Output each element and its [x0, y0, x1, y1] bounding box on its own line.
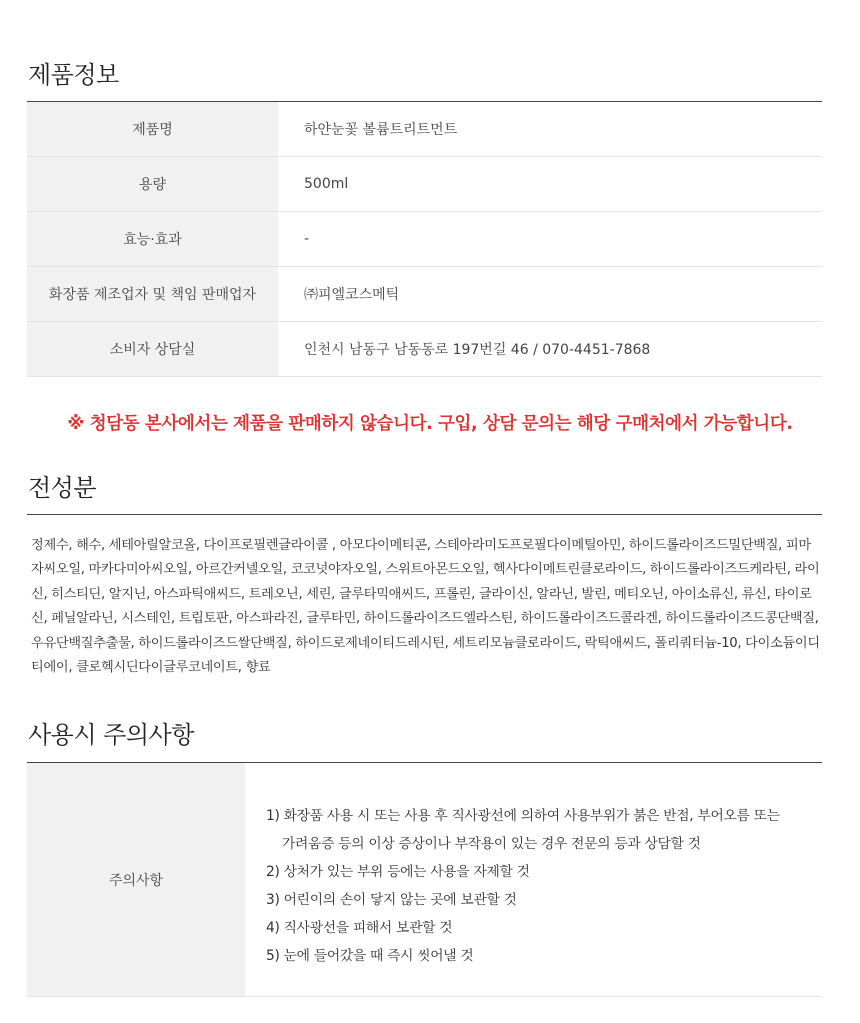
- caution-title: 사용시 주의사항: [28, 721, 194, 749]
- item-number: 2): [266, 864, 280, 880]
- caution-label: 주의사항: [27, 763, 245, 996]
- row-label: 용량: [27, 157, 278, 212]
- table-row: [27, 102, 822, 157]
- caution-table: [27, 763, 822, 997]
- item-text: 직사광선을 피해서 보관할 것: [283, 920, 453, 936]
- list-item: [266, 858, 826, 886]
- ingredients-text: 정제수, 해수, 세테아릴알코올, 다이프로필렌글라이콜 , 아모다이메티콘, 스테아라미도프로필다이메틸아민, 하이드롤라이즈드밀단백질, 피마자씨오일, 마카다미아씨오일, 아르간커넬오일, 코코넛야자오일, 스위트아몬드오일, 헥사다이메트린클로라이드, 하이드롤라이즈드케라틴, 라이신, 히스티딘, 알지닌, 아스파틱애씨드, 트레오닌, 세린, 글루타믹애씨드, 프롤린, 글라이신, 알라닌, 발린, 메티오닌, 아이소류신, 류신, 타이로신, 페닐알라닌, 시스테인, 트립토판, 아스파라진, 글루타민, 하이드롤라이즈드엘라스틴, 하이드롤라이즈드콜라겐, 하이드롤라이즈드콩단백질, 우유단백질추출물, 하이드롤라이즈드쌀단백질, 하이드로제네이티드레시틴, 세트리모늄클로라이드, 락틱애씨드, 폴리쿼터늄-10, 다이소듐이디티에이, 클로헥시딘다이글루코네이트, 향료: [31, 538, 820, 676]
- item-number: 3): [266, 892, 280, 908]
- row-value: 인천시 남동구 남동동로 197번길 46 / 070-4451-7868: [278, 322, 822, 377]
- table-row: [27, 267, 822, 322]
- ingredients-title: 전성분: [28, 474, 97, 502]
- caution-list: [27, 763, 826, 970]
- row-value: ㈜피엘코스메틱: [278, 267, 822, 322]
- list-item: [266, 886, 826, 914]
- item-number: 1): [266, 808, 280, 824]
- row-label: 소비자 상담실: [27, 322, 278, 377]
- table-row: [27, 157, 822, 212]
- item-number: 4): [266, 920, 280, 936]
- row-value: 하얀눈꽃 볼륨트리트먼트: [278, 102, 822, 157]
- product-info-table: [27, 102, 822, 377]
- item-text: 상처가 있는 부위 등에는 사용을 자제할 것: [283, 864, 530, 880]
- ingredients-divider: [27, 514, 822, 515]
- product-info-title: 제품정보: [28, 61, 119, 89]
- row-label: 효능·효과: [27, 212, 278, 267]
- row-value: 500ml: [278, 157, 822, 212]
- item-text: 화장품 사용 시 또는 사용 후 직사광선에 의하여 사용부위가 붉은 반점, 부어오름 또는: [283, 808, 780, 824]
- item-text-continued: 가려움증 등의 이상 증상이나 부작용이 있는 경우 전문의 등과 상담할 것: [282, 836, 701, 852]
- item-number: 5): [266, 948, 280, 964]
- list-item: [266, 802, 826, 858]
- row-value: -: [278, 212, 822, 267]
- sales-notice: ※ 청담동 본사에서는 제품을 판매하지 않습니다. 구입, 상담 문의는 해당 구매처에서 가능합니다.: [67, 414, 793, 434]
- list-item: [266, 914, 826, 942]
- item-text: 어린이의 손이 닿지 않는 곳에 보관할 것: [283, 892, 517, 908]
- row-label: 화장품 제조업자 및 책임 판매업자: [27, 267, 278, 322]
- table-row: [27, 212, 822, 267]
- row-label: 제품명: [27, 102, 278, 157]
- list-item: [266, 942, 826, 970]
- item-text: 눈에 들어갔을 때 즉시 씻어낼 것: [283, 948, 474, 964]
- table-row: [27, 322, 822, 377]
